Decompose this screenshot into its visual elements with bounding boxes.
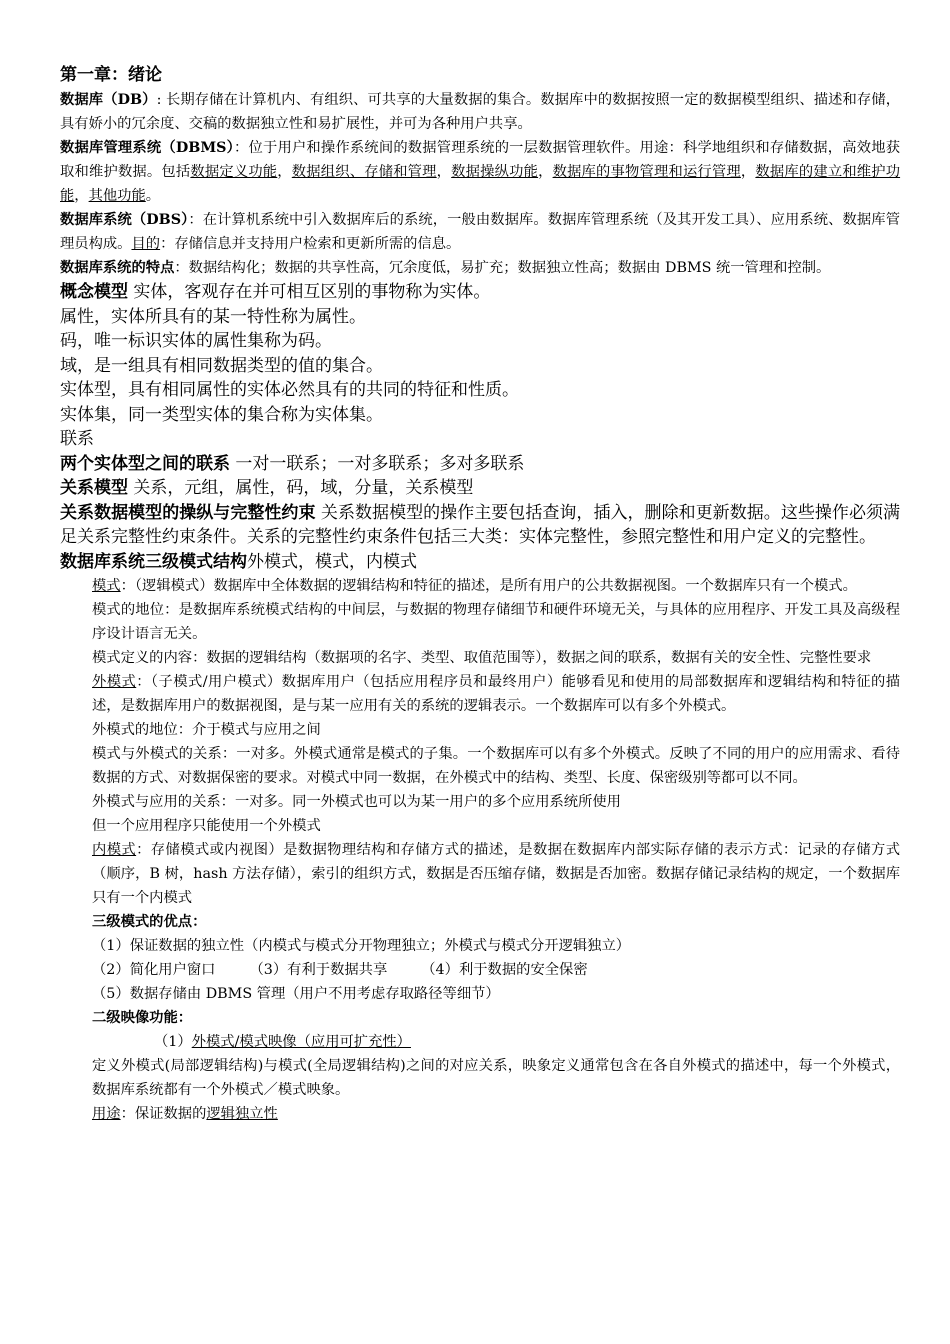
- internal-schema-label: 内模式: [92, 842, 137, 858]
- two-entity-text: 一对一联系；一对多联系；多对多联系: [230, 453, 525, 474]
- three-level-schema: [60, 550, 900, 575]
- relational-model-text: 关系，元组，属性，码，域，分量，关系模型: [128, 478, 474, 498]
- mapping-use: [92, 1102, 900, 1126]
- separator: ，: [74, 188, 89, 204]
- internal-schema-text: ：存储模式或内视图）是数据物理结构和存储方式的描述，是数据在数据库内部实际存储的表示方式：记录的存储方式（顺序，B 树，hash 方法存储），索引的组织方式，数据是否压缩存储，数据是否加密。数据存储记录结构的规定，一个数据库只有一个内模式: [92, 842, 901, 906]
- entity-type-line: 实体型，具有相同属性的实体必然具有的共同的特征和性质。: [60, 380, 519, 400]
- mapping-item-1-label: 外模式/模式映像（应用可扩充性）: [191, 1034, 411, 1050]
- dbs-features: [60, 256, 900, 280]
- chapter-title: 第一章：绪论: [60, 65, 162, 85]
- advantage-3: （3）有利于数据共享: [249, 962, 388, 978]
- attribute-line: 属性，实体所具有的某一特性称为属性。: [60, 306, 366, 327]
- mapping-use-term: 逻辑独立性: [206, 1106, 278, 1122]
- dbs-purpose-text: ：存储信息并支持用户检索和更新所需的信息。: [160, 236, 461, 252]
- mapping-item-1-number: （1）: [154, 1034, 192, 1050]
- dbs-definition: [60, 208, 900, 256]
- concept-model: [60, 280, 900, 305]
- dbms-function-5: 数据库的建立和维护功能: [60, 164, 901, 204]
- schema-definition: [92, 574, 900, 598]
- advantages-title: 三级模式的优点：: [92, 914, 207, 930]
- separator: ，: [436, 164, 452, 180]
- three-level-term: 数据库系统三级模式结构: [60, 551, 247, 572]
- two-entity-term: 两个实体型之间的联系: [60, 453, 230, 474]
- dbs-text: ：在计算机系统中引入数据库后的系统，一般由数据库。数据库管理系统（及其开发工具）、应用系统、数据库管理员构成。: [60, 212, 900, 252]
- advantage-4: （4）利于数据的安全保密: [421, 962, 588, 978]
- mapping-use-text: ：保证数据的: [120, 1106, 207, 1122]
- schema-position: 模式的地位：是数据库系统模式结构的中间层，与数据的物理存储细节和硬件环境无关，与具体的应用程序、开发工具及高级程序设计语言无关。: [92, 602, 900, 642]
- external-schema-relation: 模式与外模式的关系：一对多。外模式通常是模式的子集。一个数据库可以有多个外模式。反映了不同的用户的应用需求、看待数据的方式、对数据保密的要求。对模式中同一数据，在外模式中的结构、类型、长度、保密级别等都可以不同。: [92, 746, 900, 786]
- schema-label: 模式: [92, 578, 121, 594]
- dbms-function-1: 数据定义功能: [190, 164, 278, 180]
- advantage-5: （5）数据存储由 DBMS 管理（用户不用考虑存取路径等细节）: [92, 986, 500, 1002]
- dbms-text: ：位于用户和操作系统间的数据管理系统的一层数据管理软件。用途：科学地组织和存储数据，高效地获取和维护数据。包括: [60, 140, 901, 180]
- advantage-2: （2）简化用户窗口: [92, 962, 216, 978]
- dbms-definition: [60, 136, 900, 208]
- external-schema-label: 外模式: [92, 674, 137, 690]
- external-app-relation: 外模式与应用的关系：一对多。同一外模式也可以为某一用户的多个应用系统所使用: [92, 794, 621, 810]
- dbms-function-2: 数据组织、存储和管理: [291, 164, 437, 180]
- entity-set-line: 实体集，同一类型实体的集合称为实体集。: [60, 404, 383, 425]
- relational-operations-text: 关系数据模型的操作主要包括查询，插入，删除和更新数据。这些操作必须满足关系完整性约束条件。关系的完整性约束条件包括三大类：实体完整性，参照完整性和用户定义的完整性。: [60, 502, 901, 547]
- relational-operations-term: 关系数据模型的操纵与完整性约束: [60, 502, 316, 523]
- three-level-text: 外模式，模式，内模式: [247, 551, 417, 572]
- schema-text: ：（逻辑模式）数据库中全体数据的逻辑结构和特征的描述，是所有用户的公共数据视图。一个数据库只有一个模式。: [120, 578, 857, 594]
- advantages-row: [92, 958, 900, 982]
- advantage-1: （1）保证数据的独立性（内模式与模式分开物理独立；外模式与模式分开逻辑独立）: [92, 938, 631, 954]
- key-line: 码，唯一标识实体的属性集称为码。: [60, 331, 332, 351]
- two-entity-relationship: [60, 452, 900, 477]
- external-schema-position: 外模式的地位：介于模式与应用之间: [92, 722, 321, 738]
- domain-line: 域，是一组具有相同数据类型的值的集合。: [60, 355, 383, 376]
- external-schema-text: ：（子模式/用户模式）数据库用户（包括应用程序员和最终用户）能够看见和使用的局部数据库和逻辑结构和特征的描述，是数据库用户的数据视图，是与某一应用有关的系统的逻辑表示。一个数据库可以有多个外模式。: [92, 674, 900, 714]
- external-app-relation-2: 但一个应用程序只能使用一个外模式: [92, 818, 321, 834]
- dbs-features-term: 数据库系统的特点: [60, 260, 175, 276]
- separator: 。: [145, 188, 161, 204]
- relational-operations: [60, 501, 900, 550]
- dbs-term: 数据库系统（DBS）: [60, 212, 189, 228]
- mapping-item-1: [60, 1030, 900, 1054]
- dbs-purpose-label: 目的: [131, 236, 161, 252]
- dbms-function-4: 数据库的事物管理和运行管理: [552, 164, 741, 180]
- dbms-term: 数据库管理系统（DBMS）: [60, 140, 235, 156]
- external-schema-definition: [92, 670, 900, 718]
- schema-content: 模式定义的内容：数据的逻辑结构（数据项的名字、类型、取值范围等），数据之间的联系，数据有关的安全性、完整性要求: [92, 650, 872, 666]
- separator: ，: [277, 164, 292, 180]
- mapping-use-label: 用途: [92, 1106, 121, 1122]
- db-text: : 长期存储在计算机内、有组织、可共享的大量数据的集合。数据库中的数据按照一定的数据模型组织、描述和存储，具有娇小的冗余度、交稿的数据独立性和易扩展性，并可为各种用户共享。: [60, 92, 901, 132]
- mapping-section: [60, 1054, 900, 1126]
- concept-term: 概念模型: [60, 282, 128, 302]
- mapping-title: 二级映像功能：: [92, 1010, 193, 1026]
- db-definition: [60, 88, 900, 136]
- internal-schema-definition: [92, 838, 900, 910]
- dbms-function-3: 数据操纵功能: [451, 164, 539, 180]
- separator: ，: [538, 164, 553, 180]
- separator: ，: [740, 164, 756, 180]
- dbms-function-6: 其他功能: [88, 188, 146, 204]
- dbs-features-text: ：数据结构化；数据的共享性高，冗余度低，易扩充；数据独立性高；数据由 DBMS 统一管理和控制。: [174, 260, 831, 276]
- schema-section: [60, 574, 900, 1030]
- relational-model-term: 关系模型: [60, 478, 128, 498]
- relational-model: [60, 476, 900, 501]
- concept-text: 实体，客观存在并可相互区别的事物称为实体。: [128, 282, 491, 302]
- db-term: 数据库（DB）: [60, 92, 157, 108]
- mapping-description: 定义外模式(局部逻辑结构)与模式(全局逻辑结构)之间的对应关系，映象定义通常包含在各自外模式的描述中，每一个外模式，数据库系统都有一个外模式／模式映象。: [92, 1058, 900, 1098]
- relationship-line: 联系: [60, 429, 94, 449]
